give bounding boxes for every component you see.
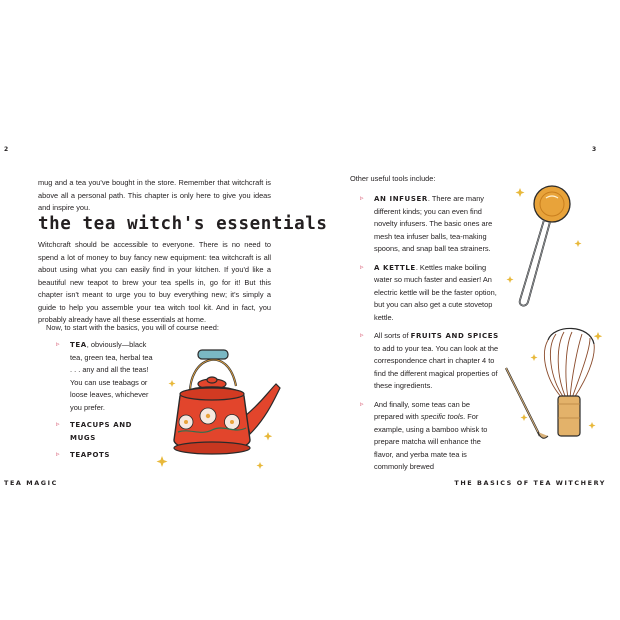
- page-number: 2: [4, 146, 9, 153]
- flower-icon: [179, 415, 193, 429]
- flower-icon: [200, 408, 216, 424]
- bullet-icon: ▹: [360, 400, 364, 408]
- chapter-heading: the tea witch's essentials: [38, 214, 328, 234]
- right-page: [310, 0, 620, 620]
- kettle-illustration: [150, 336, 290, 470]
- infuser-illustration: [506, 180, 586, 310]
- intro-paragraph: mug and a tea you've bought in the store. Remember that witchcraft is above all a personal path. This chapter is only here to give you ideas and inspire you.: [38, 178, 271, 212]
- bullet-icon: ▹: [360, 195, 364, 202]
- list-item: ▹ AN INFUSER. There are many different kinds; you can even find novelty infusers. The basic ones are mesh tea infuser balls, tea-making spoons, and snap ball tea strainers.: [360, 194, 493, 253]
- body-paragraph: Witchcraft should be accessible to everyone. There is no need to spend a lot of money to buy fancy new equipment: tea witchcraft is all about using what you can easily find in your kitchen. If you'd like a beautiful new teapot to brew your tea spells in, go for it! But this chapter isn't meant to urge you to buy everything new; it's simply a guide to help you assemble your tea witch tool kit. And in fact, you probably already have all these essentials at home.: [38, 240, 271, 324]
- bullet-icon: ▹: [56, 421, 60, 428]
- running-head: THE BASICS OF TEA WITCHERY: [454, 479, 606, 487]
- essentials-list: [56, 339, 156, 467]
- bullet-icon: ▹: [360, 263, 364, 271]
- running-head: TEA MAGIC: [4, 479, 58, 487]
- list-item: ▹ A KETTLE. Kettles make boiling water so much faster and easier! An electric kettle will be the faster option, but you can also get a cute stovetop kettle.: [360, 262, 497, 322]
- lead-in-paragraph: Now, to start with the basics, you will of course need:: [46, 323, 219, 332]
- list-item: ▹ TEA, obviously—black tea, green tea, herbal tea . . . any and all the teas! You can use teabags or loose leaves, whichever you prefer.: [56, 340, 153, 412]
- flower-icon: [225, 415, 240, 430]
- bullet-icon: ▹: [360, 332, 364, 339]
- list-item: ▹ All sorts of FRUITS AND SPICES to add to your tea. You can look at the correspondence chart in chapter 4 to find the different magical properties of these ingredients.: [360, 331, 499, 390]
- whisk-illustration: [494, 318, 604, 448]
- page-number: 3: [592, 146, 597, 153]
- list-item: ▹ TEACUPS AND MUGS: [56, 421, 133, 442]
- lead-in-paragraph: Other useful tools include:: [350, 174, 436, 183]
- list-item: ▹ And finally, some teas can be prepared with specific tools. For example, using a bamboo whisk to prepare matcha will enhance the flavor, and yerba mate tea is commonly brewed: [360, 399, 488, 471]
- bullet-icon: ▹: [56, 341, 60, 348]
- list-item: ▹ TEAPOTS: [56, 449, 156, 462]
- tools-list: [360, 193, 500, 479]
- bullet-icon: ▹: [56, 451, 60, 458]
